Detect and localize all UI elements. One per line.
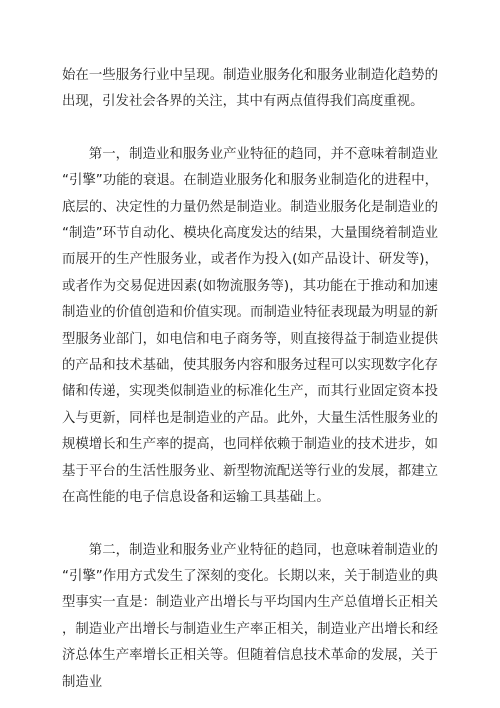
document-body xyxy=(62,63,438,696)
paragraph-second-point: 第二，制造业和服务业产业特征的趋同，也意味着制造业的“引擎”作用方式发生了深刻的变化。长期以来，关于制造业的典型事实一直是：制造业产出增长与平均国内生产总值增长正相关，制造业产出增长与制造业生产率正相关，制造业产出增长和经济总体生产率增长正相关等。但随着信息技术革命的发展，关于制造业 xyxy=(62,542,438,690)
paragraph-continuation: 始在一些服务行业中呈现。制造业服务化和服务业制造化趋势的出现，引发社会各界的关注，其中有两点值得我们高度重视。 xyxy=(62,68,438,110)
paragraph-first-point: 第一，制造业和服务业产业特征的趋同，并不意味着制造业“引擎”功能的衰退。在制造业服务化和服务业制造化的进程中，底层的、决定性的力量仍然是制造业。制造业服务化是制造业的“制造”环节自动化、模块化高度发达的结果，大量围绕着制造业而展开的生产性服务业，或者作为投入(如产品设计、研发等)，或者作为交易促进因素(如物流服务等)，其功能在于推动和加速制造业的价值创造和价值实现。而制造业特征表现最为明显的新型服务业部门，如电信和电子商务等，则直接得益于制造业提供的产品和技术基础，使其服务内容和服务过程可以实现数字化存储和传递，实现类似制造业的标准化生产，而其行业固定资本投入与更新，同样也是制造业的产品。此外，大量生活性服务业的规模增长和生产率的提高，也同样依赖于制造业的技术进步，如基于平台的生活性服务业、新型物流配送等行业的发展，都建立在高性能的电子信息设备和运输工具基础上。 xyxy=(62,146,438,506)
